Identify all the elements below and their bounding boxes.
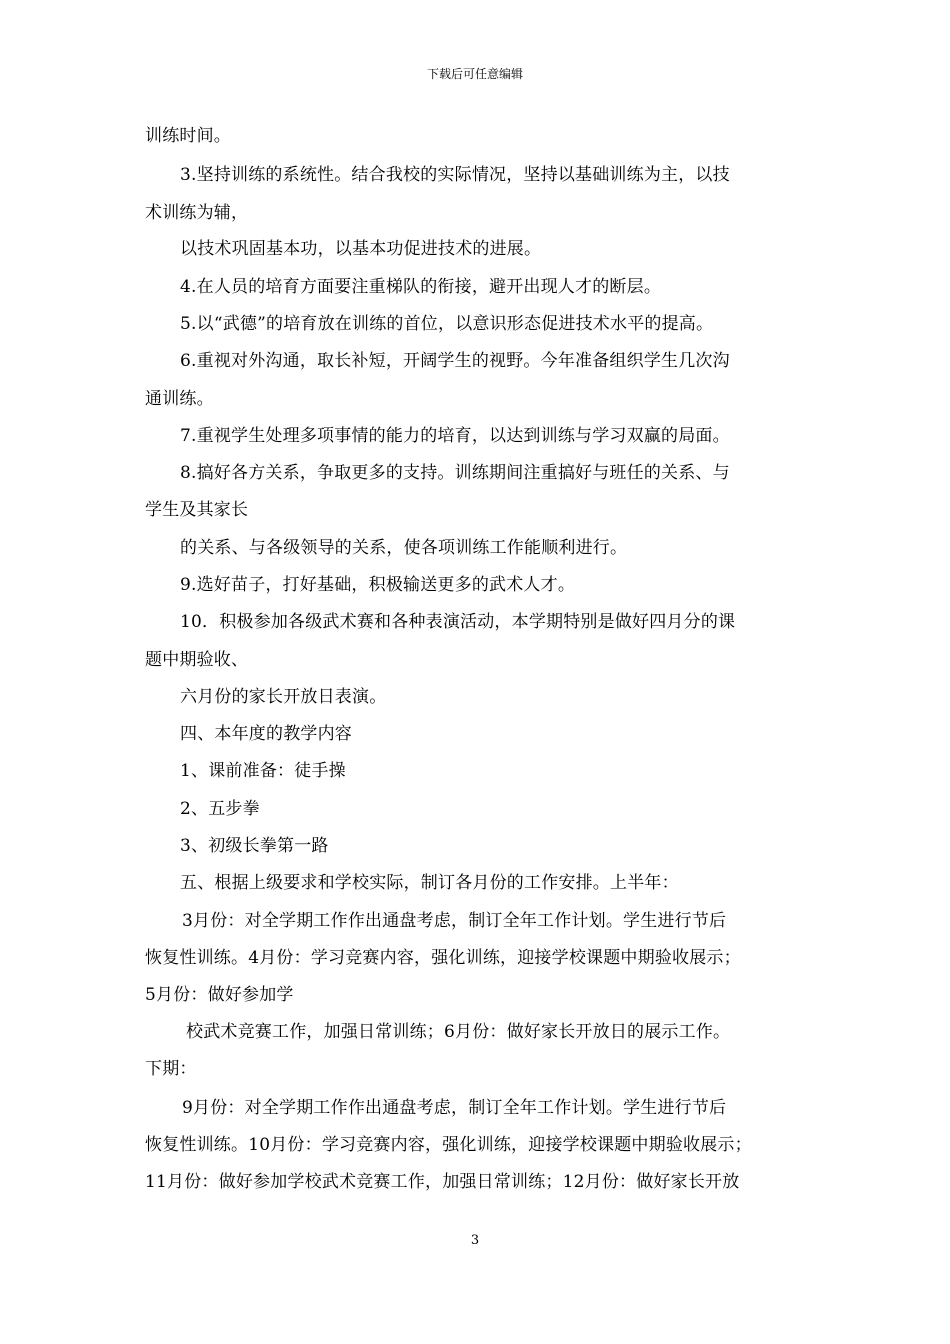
- body-line: 题中期验收、: [145, 650, 249, 670]
- body-line: 六月份的家长开放日表演。: [180, 687, 387, 707]
- body-line: 9月份：对全学期工作作出通盘考虑，制订全年工作计划。学生进行节后: [182, 1098, 727, 1118]
- body-line: 术训练为辅，: [145, 203, 249, 223]
- body-line: 以技术巩固基本功，以基本功促进技术的进展。: [180, 239, 542, 259]
- body-line: 10．积极参加各级武术赛和各种表演活动，本学期特别是做好四月分的课: [180, 612, 736, 632]
- body-line: 下期：: [145, 1059, 197, 1079]
- body-line: 训练时间。: [145, 126, 231, 146]
- section-heading: 四、本年度的教学内容: [180, 724, 352, 744]
- body-line: 的关系、与各级领导的关系，使各项训练工作能顺利进行。: [180, 538, 628, 558]
- page-number: 3: [470, 1233, 480, 1248]
- list-item: 2、五步拳: [180, 799, 260, 819]
- body-line: 3.坚持训练的系统性。结合我校的实际情况，坚持以基础训练为主，以技: [180, 165, 730, 185]
- body-line: 11月份：做好参加学校武术竞赛工作，加强日常训练；12月份：做好家长开放: [145, 1172, 740, 1192]
- body-line: 6.重视对外沟通，取长补短，开阔学生的视野。今年准备组织学生几次沟: [180, 351, 730, 371]
- list-item: 3、初级长拳第一路: [180, 836, 329, 856]
- list-item: 1、课前准备：徒手操: [180, 761, 346, 781]
- body-line: 9.选好苗子，打好基础，积极输送更多的武术人才。: [180, 575, 576, 595]
- body-line: 恢复性训练。4月份：学习竞赛内容，强化训练，迎接学校课题中期验收展示；: [145, 948, 741, 968]
- body-line: 通训练。: [145, 389, 214, 409]
- body-line: 8.搞好各方关系，争取更多的支持。训练期间注重搞好与班任的关系、与: [180, 463, 730, 483]
- body-line: 3月份：对全学期工作作出通盘考虑，制订全年工作计划。学生进行节后: [182, 911, 727, 931]
- section-heading: 五、根据上级要求和学校实际，制订各月份的工作安排。上半年：: [180, 873, 679, 893]
- body-line: 学生及其家长: [145, 500, 249, 520]
- body-line: 校武术竞赛工作，加强日常训练；6月份：做好家长开放日的展示工作。: [186, 1022, 731, 1042]
- body-line: 恢复性训练。10月份：学习竞赛内容，强化训练，迎接学校课题中期验收展示；: [145, 1135, 752, 1155]
- body-line: 4.在人员的培育方面要注重梯队的衔接，避开出现人才的断层。: [180, 277, 662, 297]
- body-line: 5月份：做好参加学: [145, 985, 294, 1005]
- body-line: 7.重视学生处理多项事情的能力的培育，以达到训练与学习双赢的局面。: [180, 426, 730, 446]
- page-header-note: 下载后可任意编辑: [426, 67, 523, 81]
- body-line: 5.以“武德”的培育放在训练的首位，以意识形态促进技术水平的提高。: [180, 314, 714, 334]
